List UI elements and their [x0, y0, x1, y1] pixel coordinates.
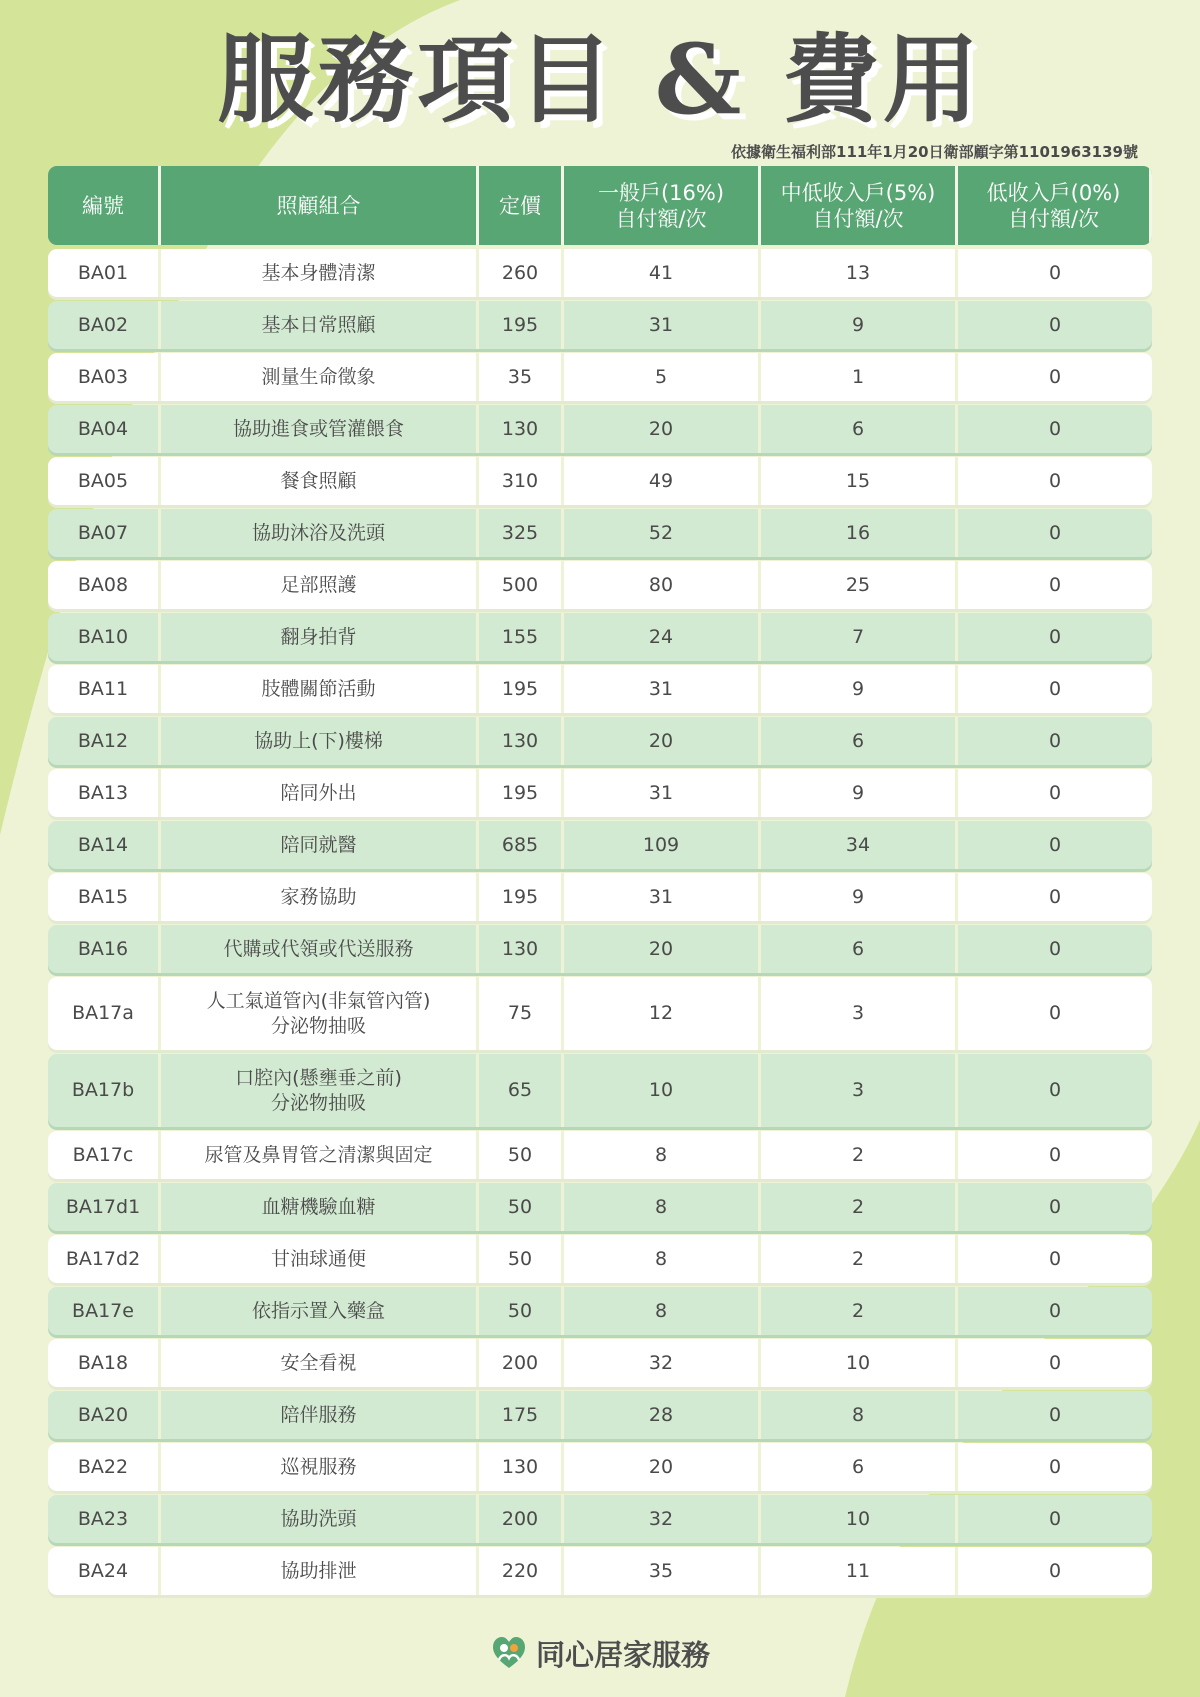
cell-combo [161, 613, 479, 661]
cell-code: BA07 [48, 509, 161, 557]
cell-price: 155 [479, 613, 564, 661]
table-row [48, 1287, 1152, 1335]
table-row [48, 1443, 1152, 1491]
cell-combo-line: 口腔內(懸壅垂之前) [235, 1066, 402, 1089]
cell-code: BA20 [48, 1391, 161, 1439]
cell-price: 685 [479, 821, 564, 869]
cell-price: 260 [479, 249, 564, 297]
cell-price: 325 [479, 509, 564, 557]
header-low-line2: 自付額/次 [1007, 206, 1100, 231]
cell-price: 50 [479, 1131, 564, 1179]
table-row [48, 925, 1152, 973]
cell-general: 80 [564, 561, 761, 609]
cell-combo [161, 1183, 479, 1231]
cell-combo-line: 依指示置入藥盒 [251, 1299, 385, 1322]
cell-combo [161, 1339, 479, 1387]
cell-combo-line: 巡視服務 [280, 1455, 357, 1478]
cell-general: 12 [564, 977, 761, 1050]
cell-combo-line: 協助上(下)樓梯 [254, 729, 383, 752]
cell-code: BA11 [48, 665, 161, 713]
cell-low: 0 [1048, 677, 1062, 700]
cell-midlow: 15 [761, 457, 958, 505]
cell-midlow: 34 [761, 821, 958, 869]
table-row [48, 1547, 1152, 1595]
cell-combo [161, 821, 479, 869]
cell-combo-line: 安全看視 [280, 1351, 357, 1374]
cell-midlow: 2 [761, 1287, 958, 1335]
cell-midlow: 6 [761, 717, 958, 765]
cell-general: 5 [564, 353, 761, 401]
fee-table [48, 166, 1152, 1599]
cell-combo-line: 協助洗頭 [280, 1507, 357, 1530]
cell-combo [161, 925, 479, 973]
header-general-line1: 一般戶(16%) [597, 180, 725, 205]
cell-low: 0 [1048, 417, 1062, 440]
cell-code: BA22 [48, 1443, 161, 1491]
table-row [48, 821, 1152, 869]
cell-code: BA17e [48, 1287, 161, 1335]
cell-combo-line: 肢體關節活動 [261, 677, 376, 700]
cell-combo [161, 301, 479, 349]
cell-midlow: 16 [761, 509, 958, 557]
cell-general: 41 [564, 249, 761, 297]
cell-combo [161, 353, 479, 401]
cell-general: 49 [564, 457, 761, 505]
cell-low: 0 [1048, 625, 1062, 648]
cell-midlow: 9 [761, 769, 958, 817]
header-combo: 照顧組合 [161, 166, 479, 245]
cell-midlow: 9 [761, 873, 958, 921]
cell-combo [161, 665, 479, 713]
cell-general: 8 [564, 1287, 761, 1335]
table-row [48, 1183, 1152, 1231]
cell-code: BA12 [48, 717, 161, 765]
cell-combo [161, 1443, 479, 1491]
header-code: 編號 [48, 166, 161, 245]
cell-combo [161, 1054, 479, 1127]
cell-price: 50 [479, 1235, 564, 1283]
cell-combo-line: 人工氣道管內(非氣管內管) [206, 989, 431, 1012]
table-row [48, 301, 1152, 349]
cell-general: 31 [564, 769, 761, 817]
cell-combo-line: 陪同就醫 [280, 833, 357, 856]
table-row [48, 1339, 1152, 1387]
cell-combo-line: 測量生命徵象 [261, 365, 376, 388]
cell-combo-line: 餐食照顧 [280, 469, 357, 492]
cell-general: 10 [564, 1054, 761, 1127]
cell-price: 220 [479, 1547, 564, 1595]
cell-combo-line: 協助沐浴及洗頭 [251, 521, 385, 544]
cell-price: 50 [479, 1183, 564, 1231]
cell-combo [161, 1287, 479, 1335]
cell-combo-line: 翻身拍背 [280, 625, 357, 648]
cell-combo [161, 1391, 479, 1439]
cell-combo [161, 405, 479, 453]
cell-midlow: 7 [761, 613, 958, 661]
cell-code: BA17d2 [48, 1235, 161, 1283]
cell-combo-line: 代購或代領或代送服務 [223, 937, 414, 960]
cell-combo [161, 717, 479, 765]
header-midlow [761, 166, 958, 245]
table-row [48, 1054, 1152, 1127]
cell-price: 200 [479, 1339, 564, 1387]
cell-low: 0 [1048, 313, 1062, 336]
table-row [48, 873, 1152, 921]
cell-general: 20 [564, 717, 761, 765]
table-row [48, 353, 1152, 401]
brand-name: 同心居家服務 [535, 1637, 710, 1672]
cell-general: 109 [564, 821, 761, 869]
header-price: 定價 [479, 166, 564, 245]
cell-low: 0 [1048, 729, 1062, 752]
cell-midlow: 8 [761, 1391, 958, 1439]
cell-general: 31 [564, 665, 761, 713]
cell-midlow: 2 [761, 1131, 958, 1179]
cell-combo [161, 873, 479, 921]
cell-price: 200 [479, 1495, 564, 1543]
cell-general: 32 [564, 1339, 761, 1387]
cell-low: 0 [1048, 469, 1062, 492]
cell-low: 0 [1048, 261, 1062, 284]
table-row [48, 1235, 1152, 1283]
cell-combo-line: 家務協助 [280, 885, 357, 908]
table-row [48, 665, 1152, 713]
cell-low: 0 [1048, 1195, 1062, 1218]
cell-midlow: 3 [761, 1054, 958, 1127]
cell-price: 500 [479, 561, 564, 609]
cell-low: 0 [1048, 1351, 1062, 1374]
cell-combo [161, 1495, 479, 1543]
cell-code: BA08 [48, 561, 161, 609]
cell-price: 195 [479, 769, 564, 817]
cell-general: 8 [564, 1131, 761, 1179]
cell-price: 195 [479, 301, 564, 349]
cell-general: 31 [564, 301, 761, 349]
cell-code: BA17a [48, 977, 161, 1050]
cell-combo-line: 甘油球通便 [270, 1247, 366, 1270]
cell-midlow: 10 [761, 1495, 958, 1543]
cell-midlow: 9 [761, 301, 958, 349]
header-general [564, 166, 761, 245]
cell-price: 130 [479, 717, 564, 765]
cell-code: BA02 [48, 301, 161, 349]
cell-price: 75 [479, 977, 564, 1050]
cell-general: 20 [564, 925, 761, 973]
header-general-line2: 自付額/次 [615, 206, 707, 231]
cell-midlow: 2 [761, 1183, 958, 1231]
cell-midlow: 13 [761, 249, 958, 297]
cell-general: 32 [564, 1495, 761, 1543]
table-row [48, 717, 1152, 765]
table-row [48, 1131, 1152, 1179]
cell-midlow: 3 [761, 977, 958, 1050]
cell-midlow: 25 [761, 561, 958, 609]
cell-midlow: 6 [761, 1443, 958, 1491]
cell-general: 8 [564, 1183, 761, 1231]
cell-combo [161, 1547, 479, 1595]
cell-low: 0 [1048, 521, 1062, 544]
cell-code: BA23 [48, 1495, 161, 1543]
cell-code: BA24 [48, 1547, 161, 1595]
cell-code: BA01 [48, 249, 161, 297]
cell-midlow: 10 [761, 1339, 958, 1387]
cell-price: 35 [479, 353, 564, 401]
cell-code: BA05 [48, 457, 161, 505]
cell-midlow: 6 [761, 405, 958, 453]
cell-price: 130 [479, 405, 564, 453]
cell-low: 0 [1048, 1559, 1062, 1582]
cell-price: 130 [479, 1443, 564, 1491]
table-row [48, 249, 1152, 297]
cell-combo [161, 249, 479, 297]
cell-general: 24 [564, 613, 761, 661]
table-body [48, 249, 1152, 1595]
cell-combo-line: 分泌物抽吸 [270, 1014, 366, 1037]
cell-price: 310 [479, 457, 564, 505]
cell-general: 20 [564, 1443, 761, 1491]
cell-midlow: 2 [761, 1235, 958, 1283]
table-row [48, 769, 1152, 817]
table-row [48, 613, 1152, 661]
cell-low: 0 [1048, 1143, 1062, 1166]
cell-combo-line: 基本日常照顧 [261, 313, 376, 336]
cell-combo-line: 陪同外出 [280, 781, 357, 804]
header-midlow-line2: 自付額/次 [812, 206, 904, 231]
source-note: 依據衛生福利部111年1月20日衛部顧字第1101963139號 [731, 143, 1138, 161]
cell-code: BA04 [48, 405, 161, 453]
cell-code: BA15 [48, 873, 161, 921]
cell-low: 0 [1048, 1247, 1062, 1270]
cell-low: 0 [1048, 1079, 1062, 1101]
cell-price: 175 [479, 1391, 564, 1439]
cell-midlow: 6 [761, 925, 958, 973]
cell-midlow: 1 [761, 353, 958, 401]
cell-low: 0 [1048, 885, 1062, 908]
cell-general: 8 [564, 1235, 761, 1283]
cell-code: BA03 [48, 353, 161, 401]
cell-general: 35 [564, 1547, 761, 1595]
cell-combo-line: 足部照護 [280, 573, 357, 596]
cell-combo [161, 561, 479, 609]
cell-low: 0 [1048, 1455, 1062, 1478]
heart-people-logo-icon [490, 1634, 528, 1672]
cell-code: BA17b [48, 1054, 161, 1127]
cell-low: 0 [1048, 833, 1062, 856]
table-header-row [48, 166, 1152, 245]
cell-price: 195 [479, 665, 564, 713]
cell-general: 20 [564, 405, 761, 453]
cell-combo [161, 1131, 479, 1179]
cell-low: 0 [1048, 1299, 1062, 1322]
cell-low: 0 [1048, 1002, 1062, 1024]
header-low [958, 166, 1152, 245]
cell-code: BA13 [48, 769, 161, 817]
cell-code: BA10 [48, 613, 161, 661]
table-row [48, 561, 1152, 609]
cell-combo-line: 基本身體清潔 [261, 261, 376, 284]
cell-combo-line: 陪伴服務 [280, 1403, 357, 1426]
cell-code: BA14 [48, 821, 161, 869]
cell-price: 50 [479, 1287, 564, 1335]
cell-code: BA16 [48, 925, 161, 973]
cell-combo [161, 457, 479, 505]
cell-combo-line: 協助進食或管灌餵食 [232, 417, 404, 440]
cell-combo-line: 協助排泄 [280, 1559, 357, 1582]
cell-combo-line: 血糖機驗血糖 [261, 1195, 376, 1218]
cell-code: BA18 [48, 1339, 161, 1387]
cell-code: BA17d1 [48, 1183, 161, 1231]
table-row [48, 977, 1152, 1050]
cell-combo-line: 尿管及鼻胃管之清潔與固定 [204, 1143, 433, 1166]
cell-combo [161, 509, 479, 557]
cell-general: 31 [564, 873, 761, 921]
page-title: 服務項目 & 費用 [217, 23, 983, 136]
header-low-line1: 低收入戶(0%) [986, 180, 1121, 205]
cell-general: 28 [564, 1391, 761, 1439]
cell-combo-line: 分泌物抽吸 [270, 1091, 366, 1114]
cell-price: 130 [479, 925, 564, 973]
cell-low: 0 [1048, 781, 1062, 804]
table-row [48, 1391, 1152, 1439]
cell-low: 0 [1048, 573, 1062, 596]
cell-combo [161, 1235, 479, 1283]
cell-price: 195 [479, 873, 564, 921]
footer-brand [0, 1633, 1200, 1673]
cell-combo [161, 769, 479, 817]
table-row [48, 405, 1152, 453]
header-midlow-line1: 中低收入戶(5%) [780, 180, 936, 205]
cell-low: 0 [1048, 1403, 1062, 1426]
cell-combo [161, 977, 479, 1050]
cell-code: BA17c [48, 1131, 161, 1179]
cell-low: 0 [1048, 365, 1062, 388]
cell-midlow: 9 [761, 665, 958, 713]
cell-midlow: 11 [761, 1547, 958, 1595]
table-row [48, 457, 1152, 505]
table-row [48, 1495, 1152, 1543]
cell-low: 0 [1048, 1507, 1062, 1530]
cell-low: 0 [1048, 937, 1062, 960]
cell-price: 65 [479, 1054, 564, 1127]
cell-general: 52 [564, 509, 761, 557]
table-row [48, 509, 1152, 557]
